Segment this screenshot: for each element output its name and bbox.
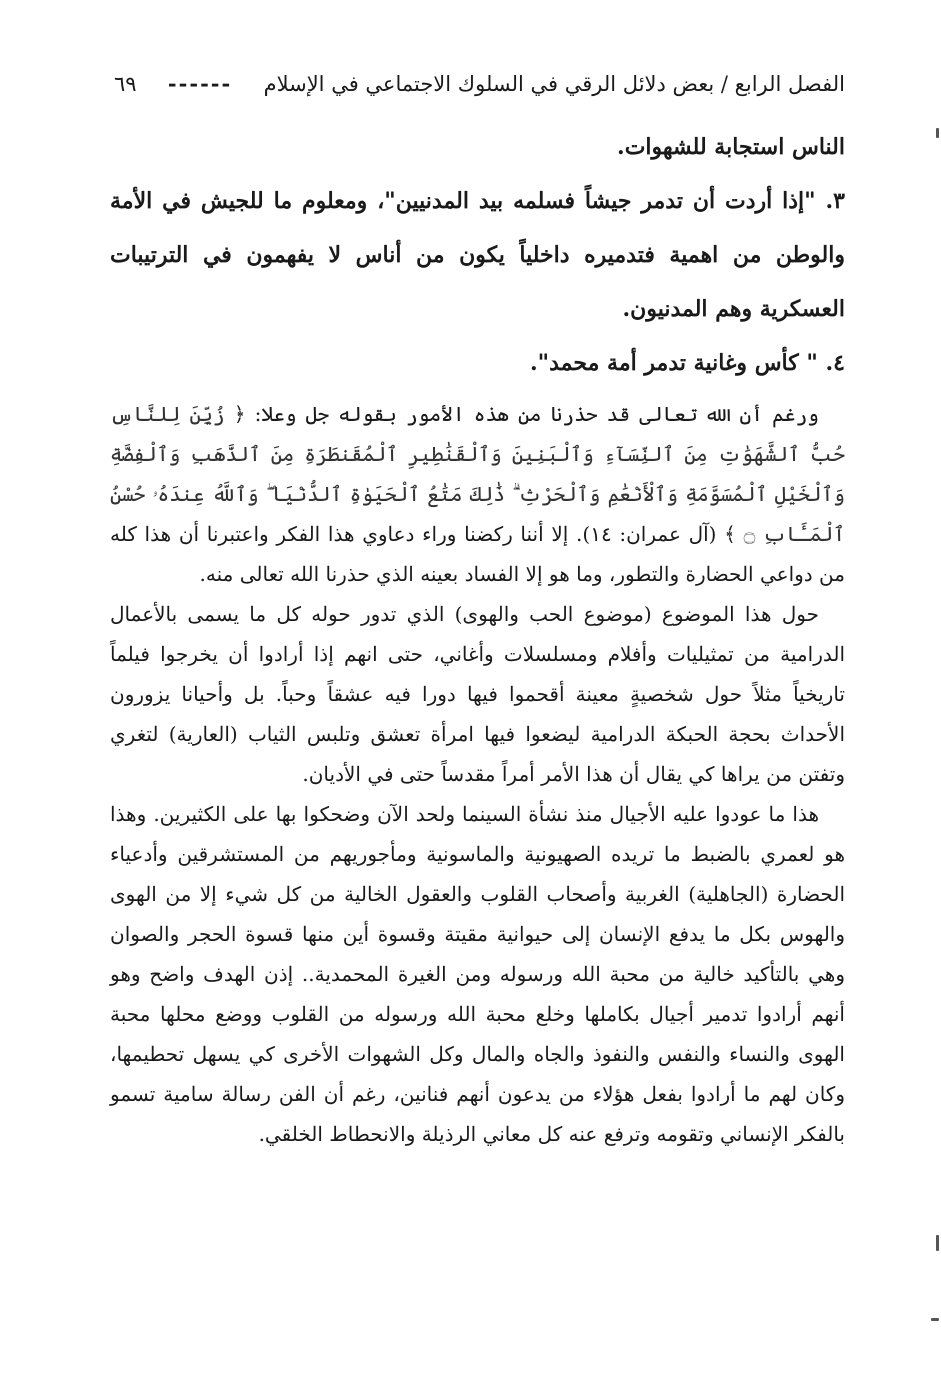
margin-mark (936, 1235, 939, 1251)
bold-paragraph-continuation: الناس استجابة للشهوات. (617, 134, 845, 160)
bold-paragraph-item-4: ٤. " كأس وغانية تدمر أمة محمد". (530, 350, 845, 376)
paragraph-quran-citation (110, 394, 845, 594)
paragraph-drama: حول هذا الموضوع (موضوع الحب والهوى) الذي تدور حوله كل ما يسمى بالأعمال الدرامية من تمثيليات وأفلام ومسلسلات وأغاني، حتى انهم إذا أرادوا أن يخرجوا فيلماً تاريخياً مثلاً حول شخصيةٍ معينة أقحموا فيها دورا فيه عشقاً وحباً. بل وأحيانا يزورون الأحداث بحجة الحبكة الدرامية ليضعوا فيها امرأة تعشق وتلبس الثياب (العارية) لتغري وتفتن من يراها كي يقال أن هذا الأمر أمراً مقدساً حتى في الأديان. (110, 602, 845, 786)
page-number: ٦٩ (114, 72, 137, 96)
chapter-title: الفصل الرابع / بعض دلائل الرقي في السلوك الاجتماعي في الإسلام (263, 72, 845, 96)
book-page (110, 64, 845, 1154)
bold-paragraph-item-3: ٣. "إذا أردت أن تدمر جيشاً فسلمه بيد المدنيين"، ومعلوم ما للجيش في الأمة والوطن من اهمية فتدميره داخلياً يكون من أناس لا يفهمون في الترتيبات العسكرية وهم المدنيون. (110, 188, 845, 322)
paragraph-rest: إلا أننا ركضنا وراء دعاوي هذا الفكر واعتبرنا أن هذا كله من دواعي الحضارة والتطور، وما هو إلا الفساد بعينه الذي حذرنا الله تعالى منه. (110, 522, 845, 586)
margin-mark (931, 1318, 939, 1321)
margin-mark (936, 128, 939, 138)
header-separator: ------ (167, 71, 233, 96)
quran-reference: ﴾ (آل عمران: ١٤). (576, 522, 736, 546)
paragraph-cinema: هذا ما عودوا عليه الأجيال منذ نشأة السينما ولحد الآن وضحكوا بها على الكثيرين. وهذا هو لعمري بالضبط ما تريده الصهيونية والماسونية ومأجوريهم من المستشرقين وأدعياء الحضارة (الجاهلية) الغربية وأصحاب القلوب والعقول الخالية من كل شيء إلا من الهوى والهوس بكل ما يدفع الإنسان إلى حيوانية مقيتة وقسوة أين منها قسوة الحجر والصوان وهي بالتأكيد خالية من محبة الله ورسوله ومن الغيرة المحمدية.. إذن الهدف واضح وهو أنهم أرادوا تدمير أجيال بكاملها وخلع محبة الله ورسوله من القلوب ووضع محلها محبة الهوى والنساء والنفس والنفوذ والجاه والمال وكل الشهوات الأخرى كي يسهل تحطيمها، وكان لهم ما أرادوا بفعل هؤلاء من يدعون أنهم فنانين، رغم أن الفن رسالة سامية تسمو بالفكر الإنساني وتقومه وترفع عنه كل معاني الرذيلة والانحطاط الخلقي. (110, 802, 845, 1146)
running-header (110, 64, 845, 106)
quran-verse: زُيِّنَ لِلنَّاسِ حُبُّ ٱلشَّهَوَٰتِ مِنَ ٱلنِّسَآءِ وَٱلْبَنِينَ وَٱلْقَنَٰطِيرِ ٱلْمُقَنطَرَةِ مِنَ ٱلذَّهَبِ وَٱلْفِضَّةِ وَٱلْخَيْلِ ٱلْمُسَوَّمَةِ وَٱلْأَنْعَٰمِ وَٱلْحَرْثِ ۗ ذَٰلِكَ مَتَٰعُ ٱلْحَيَوٰةِ ٱلدُّنْيَا ۖ وَٱللَّهُ عِندَهُۥ حُسْنُ ٱلْمَـَٔابِ ۝ (110, 402, 845, 546)
quran-intro: ورغم أن الله تعالى قد حذرنا من هذه الأمور بقوله جل وعلا: ﴿ (233, 402, 820, 426)
